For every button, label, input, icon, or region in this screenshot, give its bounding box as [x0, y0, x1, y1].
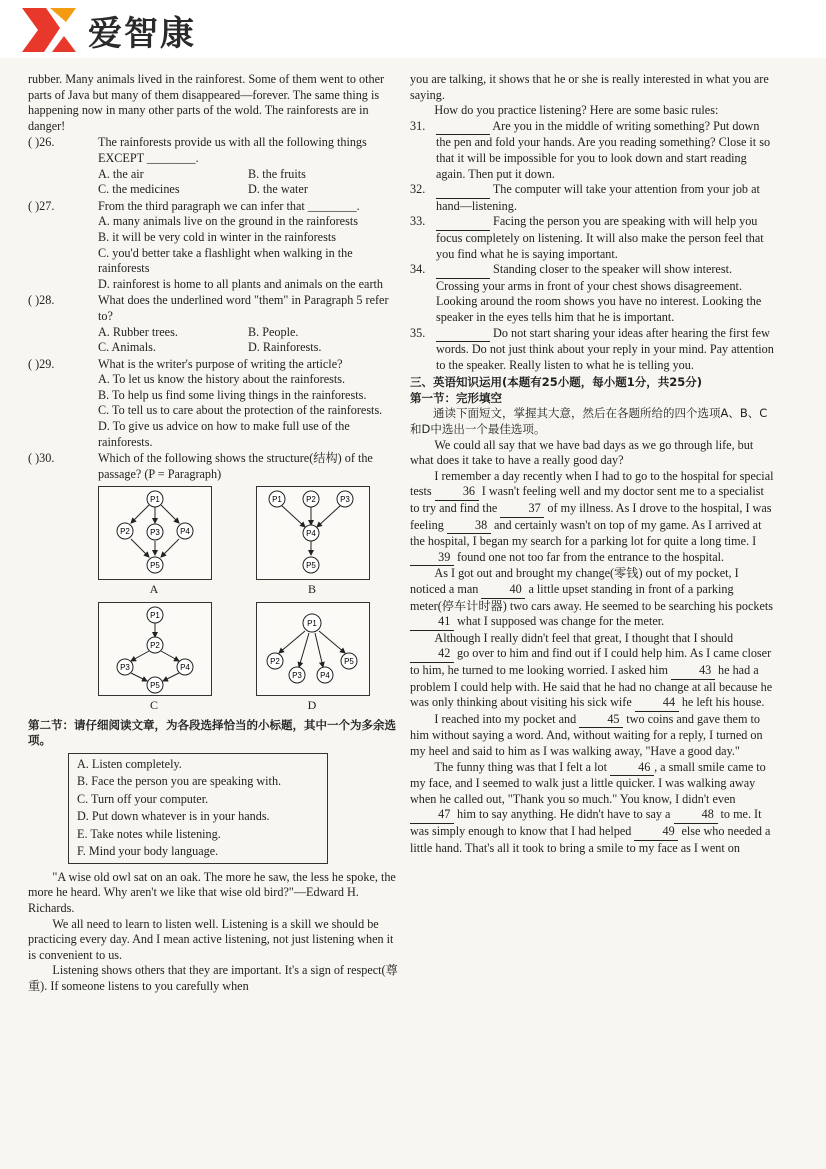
item-32 — [410, 182, 776, 214]
svg-text:P1: P1 — [150, 495, 160, 505]
svg-text:P2: P2 — [150, 641, 160, 651]
diagram-caption: A — [149, 582, 159, 597]
item-35 — [410, 326, 776, 374]
option-d: D. To give us advice on how to make full use of the rainforests. — [98, 419, 350, 449]
blank-42[interactable]: 42 — [410, 646, 454, 663]
blank-47[interactable]: 47 — [410, 807, 454, 824]
continued-paragraph: you are talking, it shows that he or she is really interested in what you are saying. — [410, 72, 769, 102]
listening-paragraph-1: We all need to learn to listen well. Listening is a skill we should be practicing every day. And I mean active listening, not just listening when it is convenient to us. — [28, 916, 394, 962]
diagram-caption: D — [307, 698, 317, 713]
svg-text:P4: P4 — [180, 527, 190, 537]
answer-blank[interactable] — [436, 326, 490, 343]
diagram-d-graphic — [256, 602, 370, 696]
option-d: D. the water — [248, 182, 308, 197]
svg-text:P4: P4 — [320, 671, 330, 681]
answer-blank[interactable] — [436, 262, 490, 279]
structure-diagram-a — [98, 486, 210, 598]
blank-43[interactable]: 43 — [671, 663, 715, 680]
option-d: D. Rainforests. — [248, 340, 322, 355]
blank-41[interactable]: 41 — [410, 614, 454, 631]
box-option-e: E. Take notes while listening. — [77, 826, 221, 841]
item-number: 35. — [410, 325, 426, 340]
option-c: C. Animals. — [98, 340, 156, 355]
right-column — [410, 72, 776, 856]
option-a: A. Rubber trees. — [98, 324, 178, 339]
structure-diagram-b — [256, 486, 368, 598]
blank-40[interactable]: 40 — [481, 582, 525, 599]
section2-title: 第二节：请仔细阅读文章，为各段选择恰当的小标题，其中一个为多余选项。 — [28, 717, 396, 748]
option-a: A. many animals live on the ground in the rainforests — [98, 214, 358, 229]
cloze-paragraph-2: I remember a day recently when I had to go to the hospital for special tests 36 I wasn't feeling well and my doctor sent me to a specialist to try and find the 37 of my illness. As I drove to the hospital, I was feeling 38 and certainly wasn't on top of my game. As I arrived at the hospital, I began my search for a parking lot for quite a long time. I 39 found one not too far from the entrance to the hospital. — [410, 469, 776, 567]
svg-text:P4: P4 — [180, 663, 190, 673]
item-31 — [410, 119, 776, 182]
question-stem: What is the writer's purpose of writing the article? — [98, 356, 343, 371]
svg-text:P5: P5 — [150, 681, 160, 691]
cloze-paragraph-3: As I got out and brought my change(零钱) out of my pocket, I noticed a man 40 a little upset standing in front of a parking meter(停车计时器) two cars away. He seemed to be searching his pockets 41 what I supposed was change for the meter. — [410, 566, 776, 630]
cloze-paragraph-5: I reached into my pocket and 45 two coins and gave them to him without saying a word. And, without waiting for a reply, I turned on my heel and said to him as I was walking away, "Have a good day." — [410, 711, 763, 758]
question-number[interactable]: ( )29. — [28, 356, 55, 371]
question-27 — [28, 199, 398, 293]
blank-38[interactable]: 38 — [447, 518, 491, 535]
option-c: C. you'd better take a flashlight when walking in the rainforests — [98, 245, 353, 276]
svg-text:P1: P1 — [307, 619, 317, 629]
cloze-instruction: 通读下面短文，掌握其大意，然后在各题所给的四个选项A、B、C和D中选出一个最佳选项。 — [410, 406, 768, 437]
diagram-c-graphic — [98, 602, 212, 696]
svg-text:P1: P1 — [272, 495, 282, 505]
svg-text:P2: P2 — [306, 495, 316, 505]
item-number: 33. — [410, 214, 426, 229]
item-33 — [410, 214, 776, 262]
header — [0, 0, 826, 58]
answer-blank[interactable] — [436, 214, 490, 231]
structure-diagram-d — [256, 602, 368, 714]
item-text: Facing the person you are speaking with will help you focus completely on listening. It will also make the person feel that you find what he is saying important. — [436, 214, 764, 261]
question-28 — [28, 293, 398, 355]
box-option-b: B. Face the person you are speaking with. — [77, 774, 282, 789]
item-text: Are you in the middle of writing something? Put down the pen and fold your hands. Are you reading something? Close it so that it will be impossible for you to look down and start reading again. Then put it down. — [436, 118, 771, 181]
question-number[interactable]: ( )28. — [28, 293, 55, 308]
cloze-paragraph-1: We could all say that we have bad days as we go through life, but what does it take to have a really good day? — [410, 437, 754, 468]
question-number[interactable]: ( )26. — [28, 135, 55, 150]
heading-options-box — [68, 753, 328, 864]
option-b: B. People. — [248, 324, 299, 339]
option-a: A. the air — [98, 166, 144, 181]
svg-text:P3: P3 — [340, 495, 350, 505]
diagram-caption: B — [307, 582, 316, 597]
option-c: C. the medicines — [98, 182, 180, 197]
svg-text:P2: P2 — [120, 527, 130, 537]
option-b: B. it will be very cold in winter in the rainforests — [98, 229, 336, 244]
section1-title: 第一节：完形填空 — [410, 390, 502, 405]
option-a: A. To let us know the history about the rainforests. — [98, 372, 346, 387]
box-option-c: C. Turn off your computer. — [77, 791, 209, 806]
question-29 — [28, 357, 398, 451]
box-option-d: D. Put down whatever is in your hands. — [77, 809, 270, 824]
listening-paragraph-2: Listening shows others that they are important. It's a sign of respect(尊重). If someone listens to you carefully when — [28, 963, 398, 993]
brand-name: 爱智康 — [88, 14, 196, 54]
option-c: C. To tell us to care about the protection of the rainforests. — [98, 403, 383, 418]
svg-text:P1: P1 — [150, 611, 160, 621]
question-number[interactable]: ( )27. — [28, 198, 55, 213]
brand-logo-icon — [20, 6, 78, 54]
question-26 — [28, 135, 398, 197]
option-d: D. rainforest is home to all plants and animals on the earth — [98, 276, 383, 291]
blank-44[interactable]: 44 — [635, 695, 679, 712]
blank-39[interactable]: 39 — [410, 550, 454, 567]
cloze-paragraph-4: Although I really didn't feel that great, I thought that I should 42 go over to him and find out if I could help him. As I came closer to him, he turned to me looking worried. I asked him 43 he had a problem I could help with. He said that he had no change at all because he was only thinking about visiting his sick wife 44 he left his house. — [410, 631, 776, 712]
question-stem: Which of the following shows the structure(结构) of the passage? (P = Paragraph) — [98, 451, 373, 481]
blank-36[interactable]: 36 — [435, 484, 479, 501]
question-30 — [28, 451, 398, 713]
diagram-a-graphic — [98, 486, 212, 580]
part3-title: 三、英语知识运用(本题有25小题，每小题1分，共25分) — [410, 375, 703, 390]
structure-diagram-c — [98, 602, 210, 714]
answer-blank[interactable] — [436, 182, 490, 199]
option-b: B. the fruits — [248, 166, 306, 181]
item-number: 32. — [410, 182, 426, 197]
item-text: The computer will take your attention from your job at hand—listening. — [436, 182, 760, 213]
quote-paragraph: "A wise old owl sat on an oak. The more he saw, the less he spoke, the more he heard. Why aren't we like that wise old bird?"—Edward H. Richards. — [28, 869, 396, 915]
item-text: Do not start sharing your ideas after hearing the first few words. Do not just think about your reply in your mind. Pay attention to the speaker. Really listen to what he is telling you. — [436, 325, 774, 372]
answer-blank[interactable] — [436, 119, 490, 136]
item-text: Standing closer to the speaker will show interest. Crossing your arms in front of your chest shows disagreement. Looking around the room shows you have no interest. Looking the speaker in the eyes tells him that he is important. — [436, 262, 762, 324]
box-option-a: A. Listen completely. — [77, 756, 182, 771]
blank-45[interactable]: 45 — [579, 712, 623, 729]
question-stem: What does the underlined word "them" in Paragraph 5 refer to? — [98, 293, 389, 323]
question-number[interactable]: ( )30. — [28, 451, 55, 466]
cloze-paragraph-6: The funny thing was that I felt a lot 46 , a small smile came to my face, and I seemed to walk just a little quicker. I was walking away when he called out, "Thank you so much." You know, I didn't even 47 him to say anything. He didn't have to say a 48 to me. It was simply enough to know that I had helped 49 else who needed a little hand. That's all it took to bring a smile to my face as I went on — [410, 759, 771, 855]
left-column — [28, 72, 398, 995]
svg-text:P5: P5 — [306, 561, 316, 571]
intro-paragraph: rubber. Many animals lived in the rainforest. Some of them went to other parts of Java but many of them disappeared—forever. The same thing is happening now in many other parts of the wold. The rainforests are in danger! — [28, 72, 385, 133]
svg-text:P3: P3 — [150, 528, 160, 538]
question-stem: The rainforests provide us with all the following things EXCEPT ________. — [98, 135, 367, 165]
diagram-caption: C — [149, 698, 158, 713]
blank-46[interactable]: 46 — [610, 760, 654, 777]
svg-text:P5: P5 — [150, 561, 160, 571]
blank-49[interactable]: 49 — [634, 824, 678, 841]
question-stem: From the third paragraph we can infer that ________. — [98, 198, 360, 213]
svg-text:P3: P3 — [120, 663, 130, 673]
svg-text:P3: P3 — [292, 671, 302, 681]
blank-48[interactable]: 48 — [674, 807, 718, 824]
svg-text:P2: P2 — [270, 657, 280, 667]
blank-37[interactable]: 37 — [500, 501, 544, 518]
box-option-f: F. Mind your body language. — [77, 844, 219, 859]
diagram-b-graphic — [256, 486, 370, 580]
item-34 — [410, 262, 776, 325]
option-b: B. To help us find some living things in the rainforests. — [98, 387, 367, 402]
item-number: 31. — [410, 118, 426, 133]
svg-text:P5: P5 — [344, 657, 354, 667]
rules-intro: How do you practice listening? Here are some basic rules: — [434, 103, 719, 118]
item-number: 34. — [410, 262, 426, 277]
svg-text:P4: P4 — [306, 529, 316, 539]
